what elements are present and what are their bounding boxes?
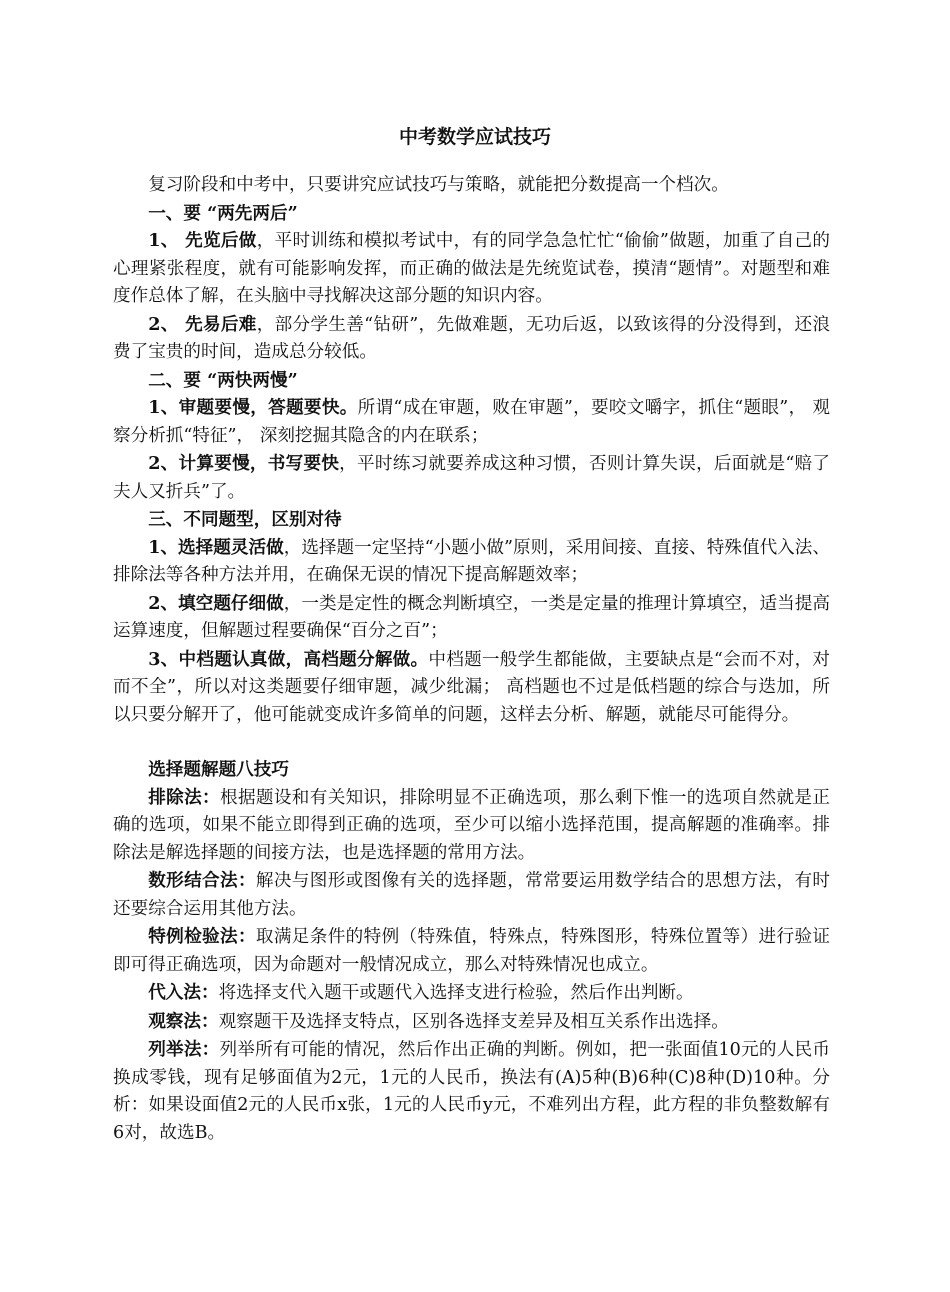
document-body xyxy=(113,172,830,1147)
section2-heading: 选择题解题八技巧 xyxy=(148,759,289,780)
technique-paragraph xyxy=(113,867,830,923)
technique-paragraph xyxy=(113,784,830,868)
paragraph-2-2 xyxy=(113,450,830,506)
paragraph-text: ，部分学生善“钻研”，先做难题，无功后返，以致该得的分没得到，还浪费了宝贵的时间，造成总分较低。 xyxy=(113,314,830,362)
technique-paragraph xyxy=(113,923,830,979)
paragraph-1-2 xyxy=(113,311,830,367)
section-heading-3: 三、不同题型，区别对待 xyxy=(148,509,342,530)
technique-text: 观察题干及选择支特点，区别各选择支差异及相互关系作出选择。 xyxy=(218,1011,729,1032)
paragraph-text: 复习阶段和中考中，只要讲究应试技巧与策略，就能把分数提高一个档次。 xyxy=(148,175,729,195)
technique-text: 解决与图形或图像有关的选择题，常常要运用数学结合的思想方法，有时还要综合运用其他方法。 xyxy=(113,871,830,919)
technique-text: 将选择支代入题干或题代入选择支进行检验，然后作出判断。 xyxy=(218,983,694,1003)
paragraph-text: ，选择题一定坚持“小题小做”原则，采用间接、直接、特殊值代入法、排除法等各种方法并用，在确保无误的情况下提高解题效率； xyxy=(113,537,830,585)
technique-lead: 数形结合法： xyxy=(148,870,256,891)
section-heading-2: 二、要 “两快两慢” xyxy=(148,369,298,391)
paragraph-1-1 xyxy=(113,227,830,311)
technique-text: 列举所有可能的情况，然后作出正确的判断。例如，把一张面值10元的人民币换成零钱，现有足够面值为2元，1元的人民币，换法有(A)5种(B)6种(C)8种(D)10种。分析：如果设面值2元的人民币x张，1元的人民币y元，不难列出方程，此方程的非负整数解有6对，故选B。 xyxy=(113,1040,830,1143)
paragraph-3-3 xyxy=(113,646,830,730)
paragraph-2-1 xyxy=(113,394,830,450)
section-heading-1: 一、要 “两先两后” xyxy=(148,202,298,224)
intro-paragraph xyxy=(113,172,830,200)
paragraph-lead: 3、中档题认真做，高档题分解做。 xyxy=(148,648,429,670)
technique-paragraph xyxy=(113,979,830,1008)
technique-text: 根据题设和有关知识，排除明显不正确选项，那么剩下惟一的选项自然就是正确的选项，如果不能立即得到正确的选项，至少可以缩小选择范围，提高解题的准确率。排除法是解选择题的间接方法，也是选择题的常用方法。 xyxy=(113,787,830,863)
technique-paragraph xyxy=(113,1036,830,1147)
paragraph-text: 中档题一般学生都能做，主要缺点是“会而不对，对而不全”，所以对这类题要仔细审题，减少纰漏； 高档题也不过是低档题的综合与迭加，所以只要分解开了，他可能就变成许多简单的问题，这样去分析、解题，就能尽可能得分。 xyxy=(113,649,831,725)
technique-lead: 观察法： xyxy=(148,1010,219,1032)
paragraph-lead: 1、审题要慢，答题要快。 xyxy=(148,397,358,418)
paragraph-lead: 2、填空题仔细做 xyxy=(148,592,284,614)
paragraph-text: ，一类是定性的概念判断填空，一类是定量的推理计算填空，适当提高运算速度，但解题过程要确保“百分之百”； xyxy=(113,593,830,641)
paragraph-lead: 1、 先览后做 xyxy=(148,230,257,251)
paragraph-3-2 xyxy=(113,590,830,646)
technique-lead: 代入法： xyxy=(148,982,219,1003)
technique-text: 取满足条件的特例（特殊值，特殊点，特殊图形，特殊位置等）进行验证即可得正确选项，因为命题对一般情况成立，那么对特殊情况也成立。 xyxy=(113,927,830,975)
paragraph-text: 所谓“成在审题，败在审题”，要咬文嚼字，抓住“题眼”， 观察分析抓“特征”， 深刻挖掘其隐含的内在联系； xyxy=(113,398,830,446)
paragraph-lead: 2、 先易后难 xyxy=(148,313,257,335)
technique-lead: 排除法： xyxy=(148,786,220,808)
paragraph-lead: 2、计算要慢，书写要快 xyxy=(148,453,340,474)
technique-lead: 特例检验法： xyxy=(148,926,256,947)
technique-lead: 列举法： xyxy=(148,1039,220,1060)
section-spacer xyxy=(113,729,830,756)
paragraph-text: ，平时训练和模拟考试中，有的同学急急忙忙“偷偷”做题，加重了自己的心理紧张程度，就有可能影响发挥，而正确的做法是先统览试卷，摸清“题情”。对题型和难度作总体了解，在头脑中寻找解决这部分题的知识内容。 xyxy=(113,231,830,306)
paragraph-text: ，平时练习就要养成这种习惯，否则计算失误，后面就是“赔了夫人又折兵”了。 xyxy=(113,454,831,502)
paragraph-lead: 1、选择题灵活做 xyxy=(148,536,284,558)
technique-paragraph xyxy=(113,1008,830,1037)
paragraph-3-1 xyxy=(113,534,830,590)
page-title: 中考数学应试技巧 xyxy=(398,126,551,148)
